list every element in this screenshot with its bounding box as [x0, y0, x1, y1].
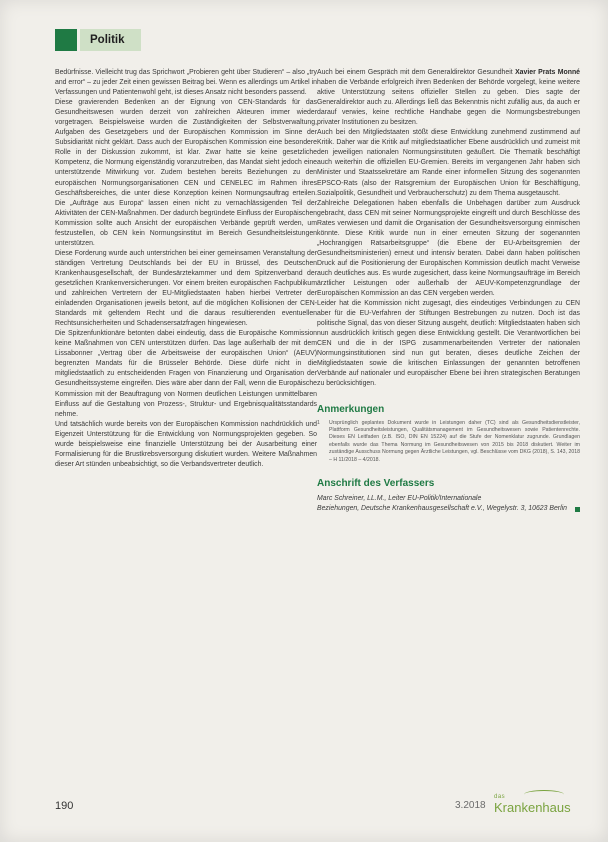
footnote: [317, 420, 580, 464]
author-line: Marc Schreiner, LL.M., Leiter EU-Politik/Internationale: [317, 494, 482, 502]
author-heading: Anschrift des Verfassers: [317, 477, 435, 489]
paragraph: Die Spitzenfunktionäre betonten dabei eindeutig, dass die Europäische Kommission keine Maßnahmen von CEN unterstützen dürfen. Das lage außerhalb der mit dem Lissabonner „Vertrag über die Arbeitsweise der europäischen Union“ (AEUV) begrenzten Mandats für die Brüsseler Behörde. Diese dürfe nicht in die mitgliedstaatlich zu entscheidenden Fragen von Finanzierung und Organisation der Gesundheitssysteme eingreifen. Dies wäre aber dann der Fall, wenn die Europäische Kommission mit der Beauftragung von Normen deutlichen Leistungen unmittelbaren Einfluss auf die Gestaltung von Prozess-, Struktur- und Ergebnisqualitätsstandards nehme.: [55, 330, 317, 418]
notes-heading: Anmerkungen: [317, 403, 385, 415]
footnote-number: 1: [317, 419, 320, 426]
paragraph: Zahlreiche Delegationen haben ebenfalls die Unbehagen darüber zum Ausdruck gebracht, dass CEN mit seiner Normungsprojekte eingreift und durch Beschlüsse des Rates verwiesen und damit die Organisation der Gesundheitsversorgung einmischen könnte. Diese Kritik wurde nun in einer erneuten Sitzung der sogenannten „Hochrangigen Ratsarbeitsgruppe“ (die Ebene der EU-Arbeitsgremien der Gesundheitsministerien) erneut und intensiv beraten. Dabei dann haben politischen Druck auf die Positionierung der Europäischen Kommission deutlich macht Verweise auch deutliches aus. Es wurde zugesichert, dass keine Normungsaufträge im Bereich ärztlicher Leistungen oder außerhalb der AEUV-Kompetenzgrundlage der Europäischen Kommission an das CEN vergeben werden.: [317, 199, 580, 298]
footnote-text: Ursprünglich geplantes Dokument wurde in Leistungen daher (TC) sind als Gesundheitsdienstleister, Plattform Gesundheitsleistungen, Qualitätsmanagement im Gesundheitswesen sowie Patientenrechte. Dieses EN Leitfaden (z.B. ISO, DIN EN 15224) auf die Stufe der Nomenklatur zugrunde. Grundlagen ebenfalls wurde das Thema Normung im Gesundheitswesen von 2015 bis 2018 diskutiert. Weiter im zuständige Ausschuss Normung gegen Ärztliche Leistungen, vgl. Beschlüsse vom DKG (2018), S. 143, 2018 – H 11/2018 – 4/2018.: [329, 419, 580, 463]
end-of-article-icon: [575, 507, 580, 512]
person-name: Xavier Prats Monné: [515, 69, 580, 76]
issue-number: 3.2018: [455, 800, 486, 811]
author-line-text: Beziehungen, Deutsche Krankenhausgesellschaft e.V., Wegelystr. 3, 10623 Berlin: [317, 504, 567, 512]
paragraph: Leider hat die Kommission nicht zugesagt, dies eindeutiges Verbindungen zu CEN aber für die EU-Verfahren der Stiftungen Bestrebungen zu nutzen. Doch ist das politische Signal, das von dieser Sitzung ausgeht, deutlich: Mitgliedstaaten haben sich nun ausdrücklich kritisch gegen diese Entwicklung gestellt. Die Verantwortlichen bei CEN und die in der ISPG zusammenarbeitenden Vertreter der nationalen Normungsinstitutionen sind nun gut beraten, dieses deutliche Zeichen der Mitgliedstaaten sowie die kritischen Einlassungen der genannten betroffenen Verbände auf nationaler und europäischer Ebene bei ihren strategischen Beratungen zu berücksichtigen.: [317, 300, 580, 388]
logo-title: Krankenhaus: [494, 800, 571, 815]
author-address: [317, 494, 580, 514]
magazine-logo: [494, 794, 576, 818]
logo-prefix: das: [494, 794, 506, 800]
right-column: [317, 68, 580, 514]
paragraph: [317, 68, 580, 128]
paragraph: Und tatsächlich wurde bereits von der Europäischen Kommission nachdrücklich und Eigenzeit Unterstützung für die Entwicklung von Normungsprojekten gegeben. So wurde beispielsweise eine finanzielle Unterstützung bei der Ausarbeitung einer Formalisierung für die Brustkrebsversorgung diskutiert wurden. Weitere Maßnahmen dieser Art stünden unbeabsichtigt, so die Verbandsvertreter deutlich.: [55, 420, 317, 468]
paragraph: Diese Forderung wurde auch unterstrichen bei einer gemeinsamen Veranstaltung der ständigen Vertretung Deutschlands bei der EU in Brüssel, des Deutschen Krankenhausgesellschaft, der Bundesärztekammer und dem Spitzenverband der gesetzlichen Krankenversicherungen. Vor einem breiten europäischen Fachpublikum und zahlreichen Vertretern der EU-Mitgliedstaaten haben hierbei Vertreter der einladenden Organisationen jeweils betont, auf die möglichen Kollisionen der CEN-Standards mit geltendem Recht und die daraus resultierenden eventuellen Rechtsunsicherheiten und Schadensersatzfragen hingewiesen.: [55, 249, 317, 328]
section-label: Politik: [80, 29, 141, 51]
paragraph: Auch bei den Mitgliedstaaten stößt diese Entwicklung zunehmend zustimmend auf Kritik. Daher war die Kritik auf mitgliedstaatlicher Ebene ausdrücklich und zumeist mit den jeweiligen nationalen Normungsinstituten geäußert. Die Thematik beschäftigt auch weiterhin die offiziellen EU-Gremien. Bereits im vergangenen Jahr haben sich Minister und Staatssekretäre am Rande einer informellen Sitzung des sogenannten EPSCO-Rats (also der Ratsgremium der Europäischen Union für Beschäftigung, Sozialpolitik, Gesundheit und Verbraucherschutz) zu dem Thema ausgetauscht.: [317, 129, 580, 197]
logo-arc-icon: [524, 790, 564, 799]
section-header: [55, 28, 285, 52]
paragraph: Bedürfnisse. Vielleicht trug das Sprichwort „Probieren geht über Studieren“ – also „try and error“ – zu jeder Zeit einen gewissen Beitrag bei. Wenn es allerdings um Artikel in Verfassungen und Patientenwohl geht, ist dieses Ansatz nicht besonders passend.: [55, 69, 317, 97]
author-line: [317, 504, 580, 514]
paragraph-rest: haben die Verbände erfolgreich ihren Bedenken der Behörde vorgelegt, keine weitere aktive Unterstützung seitens offizieller Stellen zu geben. Dies sagte der Generaldirektor auch zu. Allerdings ließ das Bekenntnis nicht zufällig aus, da auch er darauf verwies, keine rechtliche Handhabe gegen die Normungsbestrebungen privater Institutionen zu besitzen.: [317, 79, 580, 127]
left-column: [55, 68, 317, 470]
paragraph: Diese gravierenden Bedenken an der Eignung von CEN-Standards für das Gesundheitswesen wurden derzeit von zahlreichen Akteuren immer wieder vorgetragen. Beispielsweise wurden die Zuständigkeiten der Selbstverwaltung, Aufgaben des Gesetzgebers und der Europäischen Kommission im Sinne der Subsidiarität nicht geklärt. Dass auch der Europäischen Kommission eine besondere Rolle in der Diskussion zukommt, ist klar. Zwar hatte sie keine gesetzliche Kompetenz, die Normung eigenständig voranzutreiben, das Mandat sieht jedoch eine unterstützende Mitwirkung vor. Zudem bestehen bereits Beziehungen zu den europäischen Normungsorganisationen CEN und CENELEC im Rahmen ihres Geschäftsbereiches, die unter diese Konzeption keinen Normungsauftrag erteilen. Die „Aufträge aus Europa“ lassen einen nicht zu vernachlässigenden Teil der Aktivitäten der CEN-Maßnahmen. Der dadurch begründete Einfluss der Europäischen Kommission sollte auch Ansicht der europäischen Verbände geprüft werden, um festzustellen, ob CEN kein Normungsinstitut im Bereich Gesundheitsleistungen unterstützen.: [55, 99, 317, 247]
paragraph-start: Auch bei einem Gespräch mit dem Generaldirektor Gesundheit: [317, 69, 513, 76]
section-marker: [55, 29, 77, 51]
page-number: 190: [55, 800, 74, 812]
